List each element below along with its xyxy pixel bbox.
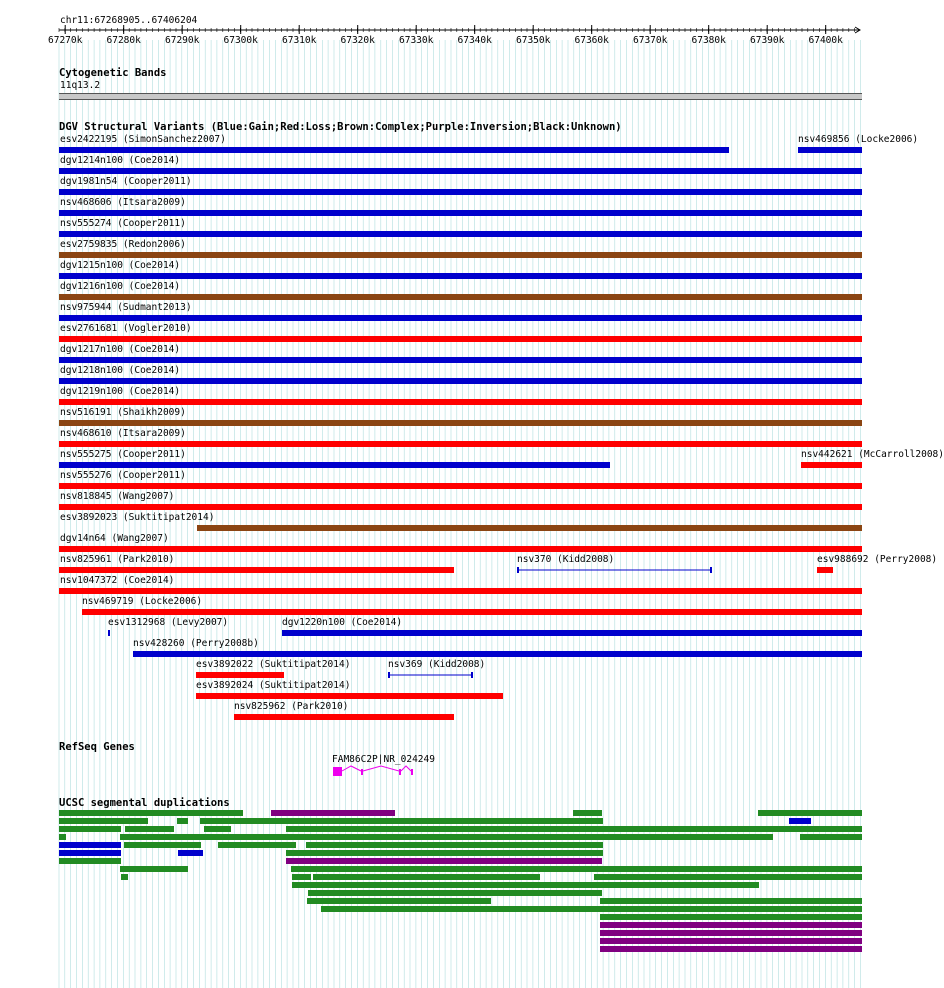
segdup-bar[interactable] — [600, 922, 862, 928]
dgv-variant-label[interactable]: esv3892023 (Suktitipat2014) — [60, 512, 215, 523]
ruler-tick-label: 67270k — [48, 35, 83, 46]
ruler-tick-label: 67320k — [340, 35, 375, 46]
dgv-variant-label[interactable]: nsv555274 (Cooper2011) — [60, 218, 186, 229]
ruler-tick-label: 67360k — [574, 35, 609, 46]
segdup-bar[interactable] — [292, 882, 759, 888]
dgv-variant-label[interactable]: esv1312968 (Levy2007) — [108, 617, 229, 628]
segdup-bar[interactable] — [286, 826, 862, 832]
ruler-tick-label: 67340k — [457, 35, 492, 46]
segdup-bar[interactable] — [286, 850, 603, 856]
segdup-bar[interactable] — [124, 842, 201, 848]
ruler-tick-label: 67300k — [223, 35, 258, 46]
ruler-tick-label: 67310k — [282, 35, 317, 46]
dgv-variant-label[interactable]: dgv1220n100 (Coe2014) — [282, 617, 403, 628]
dgv-variant-label[interactable]: dgv14n64 (Wang2007) — [60, 533, 169, 544]
dgv-variant-label[interactable]: nsv818845 (Wang2007) — [60, 491, 175, 502]
segdup-track-title[interactable]: UCSC segmental duplications — [59, 797, 230, 809]
dgv-variant-label[interactable]: dgv1218n100 (Coe2014) — [60, 365, 181, 376]
dgv-variant-label[interactable]: nsv555276 (Cooper2011) — [60, 470, 186, 481]
dgv-variant-label[interactable]: nsv1047372 (Coe2014) — [60, 575, 175, 586]
dgv-variant-label[interactable]: esv2422195 (SimonSanchez2007) — [60, 134, 226, 145]
segdup-bar[interactable] — [59, 842, 121, 848]
dgv-variant-label[interactable]: nsv468606 (Itsara2009) — [60, 197, 186, 208]
dgv-variant-label[interactable]: dgv1216n100 (Coe2014) — [60, 281, 181, 292]
segdup-bar[interactable] — [600, 946, 862, 952]
segdup-bar[interactable] — [307, 898, 491, 904]
segdup-bar[interactable] — [758, 810, 862, 816]
dgv-variant-label[interactable]: nsv469719 (Locke2006) — [82, 596, 203, 607]
segdup-bar[interactable] — [200, 818, 603, 824]
dgv-variant-label[interactable]: esv2759835 (Redon2006) — [60, 239, 186, 250]
dgv-variant-label[interactable]: nsv370 (Kidd2008) — [517, 554, 615, 565]
dgv-variant-label[interactable]: esv988692 (Perry2008) — [817, 554, 938, 565]
ruler-tick-label: 67280k — [106, 35, 141, 46]
dgv-variant-label[interactable]: nsv825962 (Park2010) — [234, 701, 349, 712]
segdup-bar[interactable] — [59, 858, 121, 864]
segdup-bar[interactable] — [800, 834, 862, 840]
segdup-bar[interactable] — [291, 866, 862, 872]
segdup-bar[interactable] — [125, 826, 174, 832]
segdup-bar[interactable] — [286, 858, 602, 864]
segdup-bar[interactable] — [600, 898, 862, 904]
ruler-tick-label: 67400k — [808, 35, 843, 46]
segdup-bar[interactable] — [573, 810, 602, 816]
ruler-tick-label: 67390k — [750, 35, 785, 46]
segdup-bar[interactable] — [177, 818, 188, 824]
segdup-bar[interactable] — [271, 810, 395, 816]
segdup-bar[interactable] — [789, 818, 811, 824]
segdup-bar[interactable] — [59, 810, 243, 816]
segdup-bar[interactable] — [59, 834, 66, 840]
segdup-bar[interactable] — [59, 826, 121, 832]
segdup-bar[interactable] — [120, 834, 773, 840]
segdup-bar[interactable] — [59, 850, 121, 856]
segdup-bar[interactable] — [292, 874, 311, 880]
dgv-variant-label[interactable]: nsv442621 (McCarroll2008) — [801, 449, 944, 460]
dgv-variant-label[interactable]: esv3892024 (Suktitipat2014) — [196, 680, 351, 691]
ruler-tick-label: 67370k — [633, 35, 668, 46]
segdup-bar[interactable] — [594, 874, 862, 880]
segdup-bar[interactable] — [120, 866, 188, 872]
locus-label: chr11:67268905..67406204 — [60, 15, 198, 26]
ruler-tick-label: 67350k — [516, 35, 551, 46]
segdup-bar[interactable] — [178, 850, 203, 856]
dgv-track-title[interactable]: DGV Structural Variants (Blue:Gain;Red:Loss;Brown:Complex;Purple:Inversion;Black:Unknown) — [59, 121, 622, 133]
segdup-bar[interactable] — [313, 874, 540, 880]
segdup-bar[interactable] — [321, 906, 862, 912]
dgv-variant-label[interactable]: esv2761681 (Vogler2010) — [60, 323, 192, 334]
dgv-variant-label[interactable]: nsv516191 (Shaikh2009) — [60, 407, 186, 418]
dgv-variant-label[interactable]: dgv1217n100 (Coe2014) — [60, 344, 181, 355]
segdup-bar[interactable] — [600, 930, 862, 936]
segdup-bar[interactable] — [600, 938, 862, 944]
segdup-bar[interactable] — [600, 914, 862, 920]
segdup-bar[interactable] — [59, 818, 148, 824]
dgv-variant-label[interactable]: nsv428260 (Perry2008b) — [133, 638, 259, 649]
segdup-bar[interactable] — [218, 842, 296, 848]
segdup-bar[interactable] — [306, 842, 603, 848]
ruler-tick-label: 67380k — [691, 35, 726, 46]
refseq-track-title[interactable]: RefSeq Genes — [59, 741, 135, 753]
dgv-variant-label[interactable]: dgv1981n54 (Cooper2011) — [60, 176, 192, 187]
segdup-bar[interactable] — [204, 826, 231, 832]
dgv-variant-label[interactable]: nsv468610 (Itsara2009) — [60, 428, 186, 439]
dgv-variant-label[interactable]: nsv369 (Kidd2008) — [388, 659, 486, 670]
gene-label[interactable]: FAM86C2P|NR_024249 — [332, 754, 435, 765]
cytoband-track-title[interactable]: Cytogenetic Bands — [59, 67, 167, 79]
ruler-tick-label: 67330k — [399, 35, 434, 46]
dgv-variant-label[interactable]: nsv825961 (Park2010) — [60, 554, 175, 565]
cytoband-label: 11q13.2 — [60, 80, 101, 91]
dgv-variant-label[interactable]: nsv975944 (Sudmant2013) — [60, 302, 192, 313]
dgv-variant-label[interactable]: esv3892022 (Suktitipat2014) — [196, 659, 351, 670]
segdup-bar[interactable] — [121, 874, 128, 880]
dgv-variant-label[interactable]: nsv555275 (Cooper2011) — [60, 449, 186, 460]
dgv-variant-label[interactable]: dgv1219n100 (Coe2014) — [60, 386, 181, 397]
dgv-variant-label[interactable]: dgv1215n100 (Coe2014) — [60, 260, 181, 271]
dgv-variant-label[interactable]: dgv1214n100 (Coe2014) — [60, 155, 181, 166]
segdup-bar[interactable] — [308, 890, 602, 896]
ruler-tick-label: 67290k — [165, 35, 200, 46]
dgv-variant-label[interactable]: nsv469856 (Locke2006) — [798, 134, 919, 145]
